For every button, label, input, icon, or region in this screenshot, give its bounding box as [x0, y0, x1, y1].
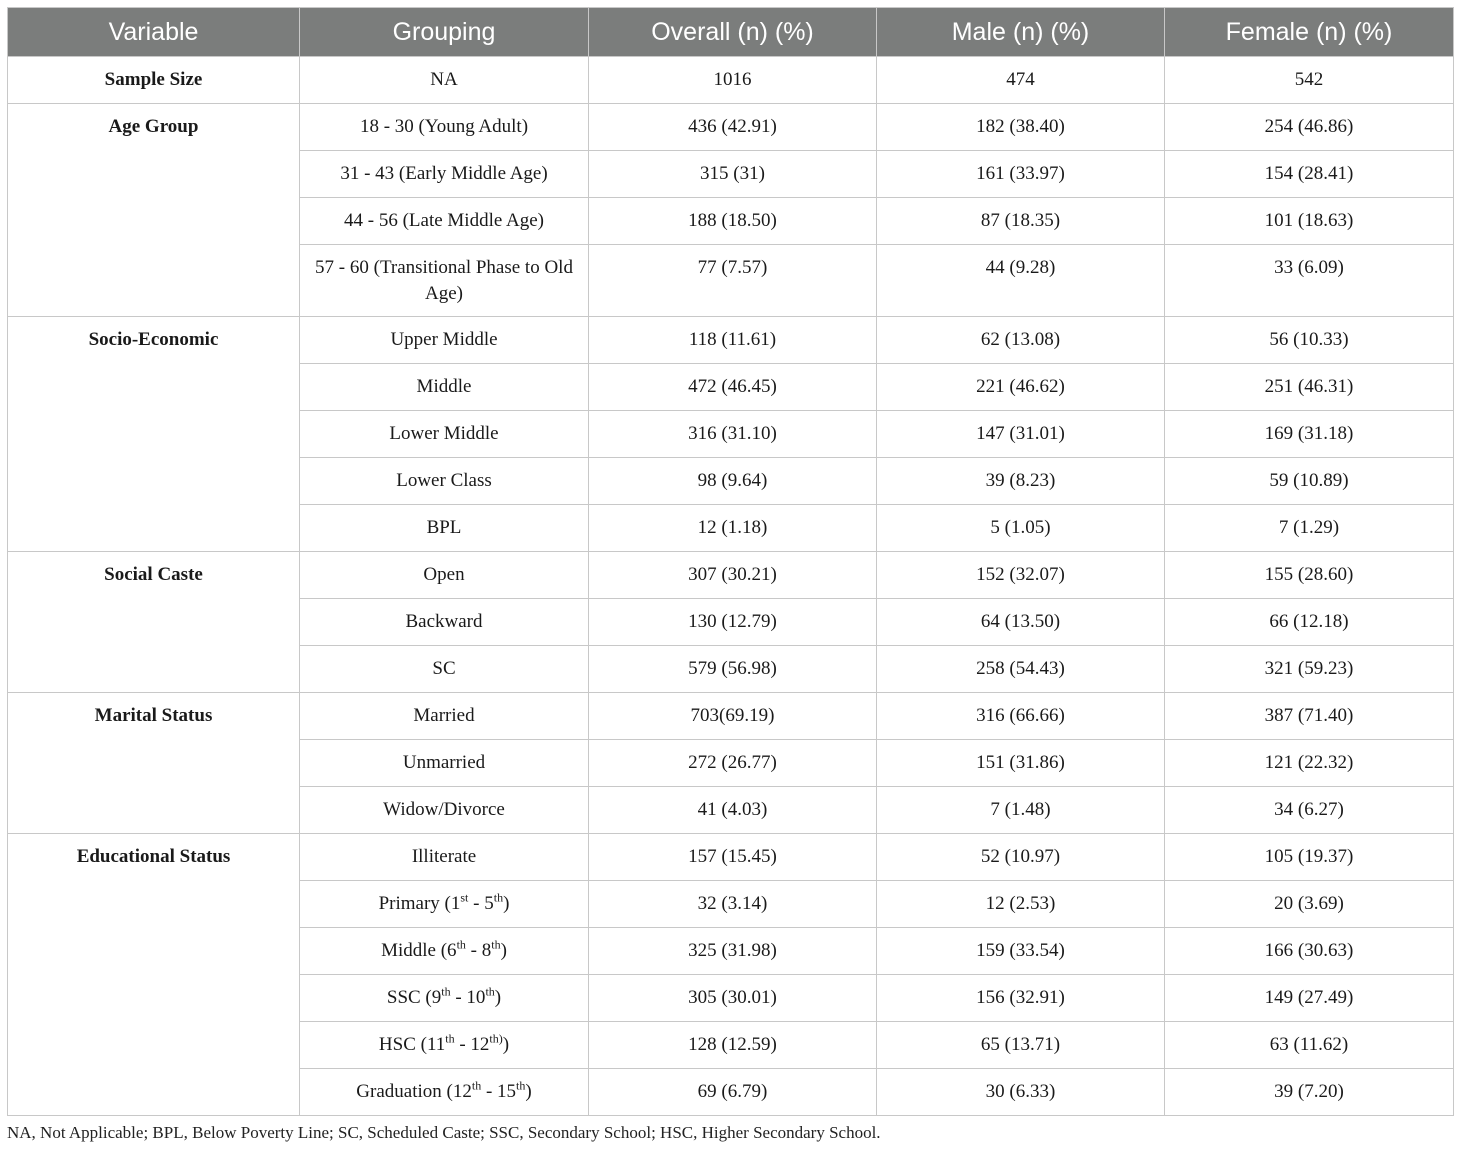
overall-cell: 1016: [589, 57, 877, 104]
grouping-cell: 57 - 60 (Transitional Phase to Old Age): [300, 245, 589, 317]
grouping-cell: [300, 928, 589, 975]
grouping-cell: 44 - 56 (Late Middle Age): [300, 198, 589, 245]
grouping-cell: [300, 1022, 589, 1069]
female-cell: 121 (22.32): [1165, 740, 1454, 787]
grouping-cell: Lower Class: [300, 458, 589, 505]
ordinal-superscript: th): [489, 1031, 503, 1046]
male-cell: 316 (66.66): [877, 693, 1165, 740]
header-overall: Overall (n) (%): [589, 8, 877, 57]
demographics-table: [7, 7, 1454, 1116]
demographics-table-container: [7, 7, 1453, 1116]
grouping-text: - 8: [465, 940, 492, 961]
male-cell: 258 (54.43): [877, 646, 1165, 693]
overall-cell: 32 (3.14): [589, 881, 877, 928]
grouping-cell: Open: [300, 552, 589, 599]
variable-cell: Age Group: [8, 104, 300, 317]
grouping-cell: NA: [300, 57, 589, 104]
female-cell: 105 (19.37): [1165, 834, 1454, 881]
male-cell: 39 (8.23): [877, 458, 1165, 505]
ordinal-superscript: th: [445, 1031, 455, 1046]
overall-cell: 188 (18.50): [589, 198, 877, 245]
overall-cell: 316 (31.10): [589, 411, 877, 458]
male-cell: 159 (33.54): [877, 928, 1165, 975]
header-female: Female (n) (%): [1165, 8, 1454, 57]
grouping-text: Graduation (12: [356, 1081, 472, 1102]
female-cell: 66 (12.18): [1165, 599, 1454, 646]
grouping-cell: Illiterate: [300, 834, 589, 881]
overall-cell: 307 (30.21): [589, 552, 877, 599]
ordinal-superscript: th: [493, 890, 504, 905]
male-cell: 12 (2.53): [877, 881, 1165, 928]
female-cell: 149 (27.49): [1165, 975, 1454, 1022]
overall-cell: 130 (12.79): [589, 599, 877, 646]
variable-cell: Social Caste: [8, 552, 300, 693]
header-male: Male (n) (%): [877, 8, 1165, 57]
header-row: [8, 8, 1454, 57]
male-cell: 474: [877, 57, 1165, 104]
male-cell: 62 (13.08): [877, 317, 1165, 364]
grouping-text: ): [502, 1034, 510, 1055]
overall-cell: 325 (31.98): [589, 928, 877, 975]
grouping-text: - 15: [481, 1081, 517, 1102]
overall-cell: 118 (11.61): [589, 317, 877, 364]
variable-cell: Marital Status: [8, 693, 300, 834]
overall-cell: 41 (4.03): [589, 787, 877, 834]
grouping-text: ): [500, 940, 507, 961]
male-cell: 147 (31.01): [877, 411, 1165, 458]
male-cell: 44 (9.28): [877, 245, 1165, 317]
grouping-cell: BPL: [300, 505, 589, 552]
overall-cell: 157 (15.45): [589, 834, 877, 881]
ordinal-superscript: th: [441, 984, 451, 999]
male-cell: 65 (13.71): [877, 1022, 1165, 1069]
ordinal-superscript: th: [491, 937, 501, 952]
male-cell: 52 (10.97): [877, 834, 1165, 881]
overall-cell: 77 (7.57): [589, 245, 877, 317]
variable-cell: Socio-Economic: [8, 317, 300, 552]
grouping-cell: [300, 881, 589, 928]
table-body: [8, 57, 1454, 1116]
grouping-text: Middle (6: [381, 940, 457, 961]
grouping-cell: Upper Middle: [300, 317, 589, 364]
ordinal-superscript: th: [456, 937, 466, 952]
grouping-text: Primary (1: [378, 893, 461, 914]
female-cell: 56 (10.33): [1165, 317, 1454, 364]
variable-cell: Educational Status: [8, 834, 300, 1116]
female-cell: 33 (6.09): [1165, 245, 1454, 317]
header-variable: Variable: [8, 8, 300, 57]
overall-cell: 98 (9.64): [589, 458, 877, 505]
grouping-text: ): [525, 1081, 532, 1102]
female-cell: 59 (10.89): [1165, 458, 1454, 505]
male-cell: 5 (1.05): [877, 505, 1165, 552]
female-cell: 321 (59.23): [1165, 646, 1454, 693]
overall-cell: 703(69.19): [589, 693, 877, 740]
ordinal-superscript: th: [485, 984, 495, 999]
female-cell: 7 (1.29): [1165, 505, 1454, 552]
grouping-cell: 31 - 43 (Early Middle Age): [300, 151, 589, 198]
ordinal-superscript: th: [516, 1078, 526, 1093]
overall-cell: 436 (42.91): [589, 104, 877, 151]
grouping-cell: Married: [300, 693, 589, 740]
grouping-text: SSC (9: [386, 987, 442, 1008]
table-footnote: NA, Not Applicable; BPL, Below Poverty Line; SC, Scheduled Caste; SSC, Secondary School; HSC, Higher Secondary School.: [7, 1123, 881, 1142]
grouping-cell: [300, 975, 589, 1022]
overall-cell: 579 (56.98): [589, 646, 877, 693]
variable-cell: Sample Size: [8, 57, 300, 104]
female-cell: 251 (46.31): [1165, 364, 1454, 411]
female-cell: 169 (31.18): [1165, 411, 1454, 458]
grouping-cell: Middle: [300, 364, 589, 411]
table-header: [8, 8, 1454, 57]
grouping-text: - 10: [450, 987, 486, 1008]
grouping-cell: SC: [300, 646, 589, 693]
overall-cell: 12 (1.18): [589, 505, 877, 552]
grouping-text: HSC (11: [378, 1034, 446, 1055]
female-cell: 39 (7.20): [1165, 1069, 1454, 1116]
male-cell: 30 (6.33): [877, 1069, 1165, 1116]
female-cell: 166 (30.63): [1165, 928, 1454, 975]
grouping-cell: Lower Middle: [300, 411, 589, 458]
table-row: [8, 317, 1454, 364]
table-row: [8, 693, 1454, 740]
table-row: [8, 104, 1454, 151]
female-cell: 387 (71.40): [1165, 693, 1454, 740]
male-cell: 221 (46.62): [877, 364, 1165, 411]
male-cell: 182 (38.40): [877, 104, 1165, 151]
overall-cell: 472 (46.45): [589, 364, 877, 411]
grouping-cell: Backward: [300, 599, 589, 646]
grouping-text: - 12: [454, 1034, 490, 1055]
overall-cell: 128 (12.59): [589, 1022, 877, 1069]
grouping-cell: Unmarried: [300, 740, 589, 787]
female-cell: 20 (3.69): [1165, 881, 1454, 928]
overall-cell: 315 (31): [589, 151, 877, 198]
female-cell: 34 (6.27): [1165, 787, 1454, 834]
grouping-text: - 5: [468, 893, 494, 914]
female-cell: 254 (46.86): [1165, 104, 1454, 151]
header-grouping: Grouping: [300, 8, 589, 57]
male-cell: 7 (1.48): [877, 787, 1165, 834]
overall-cell: 272 (26.77): [589, 740, 877, 787]
table-row: [8, 57, 1454, 104]
grouping-cell: Widow/Divorce: [300, 787, 589, 834]
overall-cell: 305 (30.01): [589, 975, 877, 1022]
female-cell: 63 (11.62): [1165, 1022, 1454, 1069]
table-row: [8, 834, 1454, 881]
ordinal-superscript: st: [460, 890, 469, 905]
female-cell: 155 (28.60): [1165, 552, 1454, 599]
female-cell: 154 (28.41): [1165, 151, 1454, 198]
grouping-text: ): [494, 987, 502, 1008]
ordinal-superscript: th: [471, 1078, 482, 1093]
female-cell: 101 (18.63): [1165, 198, 1454, 245]
male-cell: 156 (32.91): [877, 975, 1165, 1022]
table-row: [8, 552, 1454, 599]
male-cell: 64 (13.50): [877, 599, 1165, 646]
grouping-cell: [300, 1069, 589, 1116]
overall-cell: 69 (6.79): [589, 1069, 877, 1116]
male-cell: 87 (18.35): [877, 198, 1165, 245]
grouping-text: ): [503, 893, 510, 914]
male-cell: 161 (33.97): [877, 151, 1165, 198]
male-cell: 151 (31.86): [877, 740, 1165, 787]
male-cell: 152 (32.07): [877, 552, 1165, 599]
grouping-cell: 18 - 30 (Young Adult): [300, 104, 589, 151]
female-cell: 542: [1165, 57, 1454, 104]
